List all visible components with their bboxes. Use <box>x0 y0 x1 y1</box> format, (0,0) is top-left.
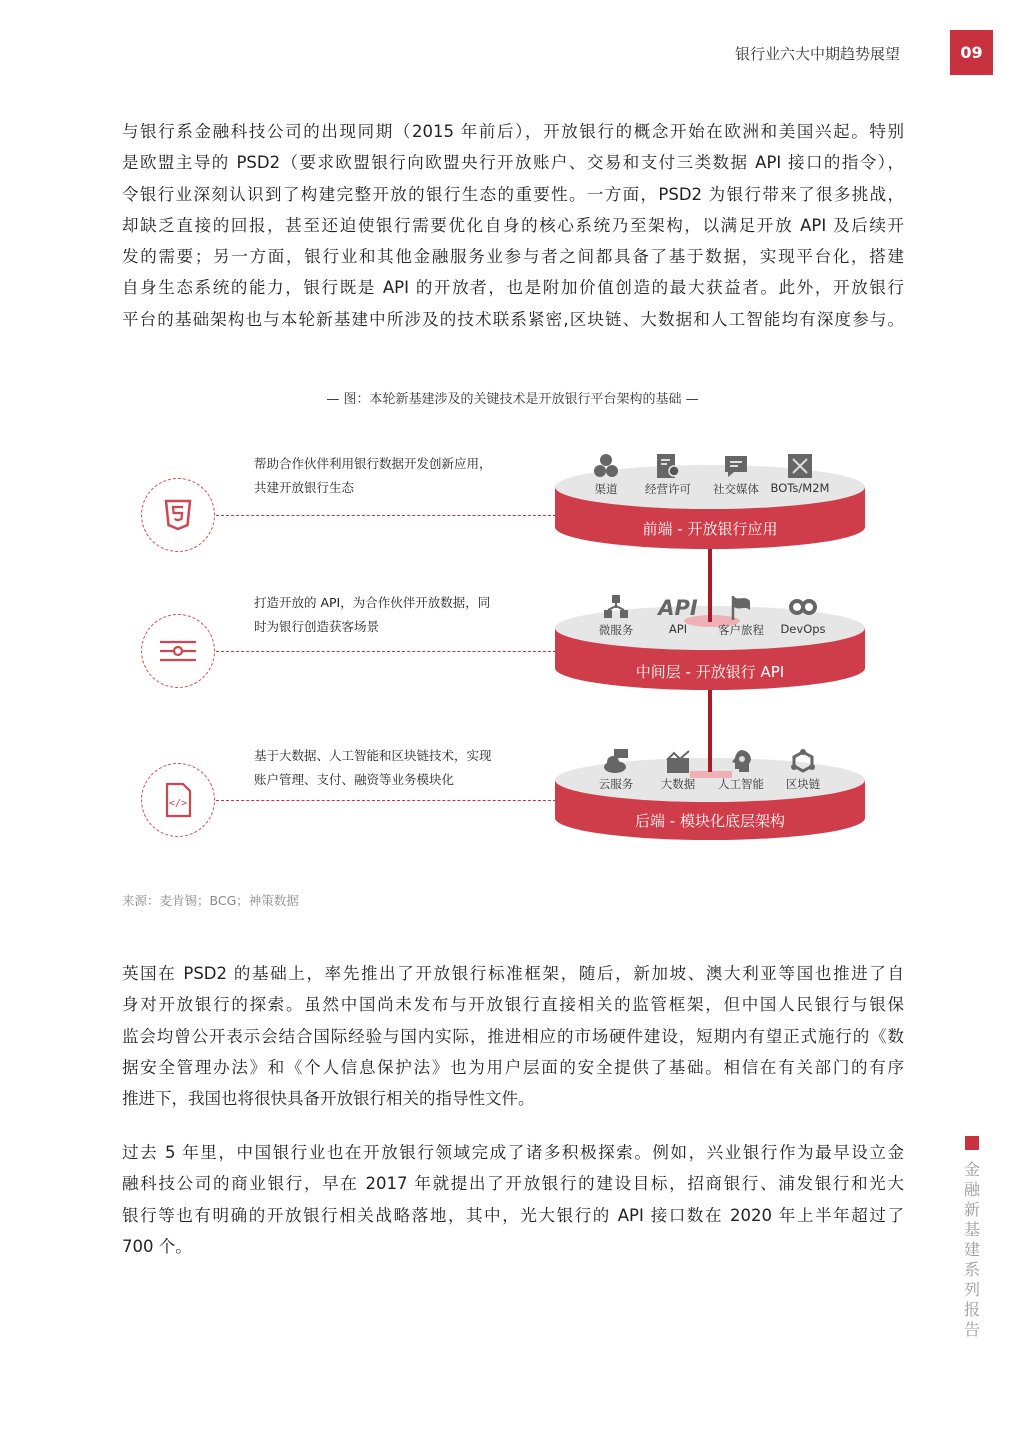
layer-label: 前端 - 开放银行应用 <box>642 520 778 538</box>
flag-icon <box>727 594 755 620</box>
connector-dash <box>216 515 556 516</box>
item-bots: BOTs/M2M <box>760 453 840 495</box>
layer-label: 后端 - 模块化底层架构 <box>635 812 785 830</box>
layer-description: 打造开放的 API，为合作伙伴开放数据，同 时为银行创造获客场景 <box>254 595 491 634</box>
item-social-media: 社交媒体 <box>696 453 776 497</box>
text-line: 推进下，我国也将很快具备开放银行相关的指导性文件。 <box>122 1089 535 1109</box>
item-license: 经营许可 <box>628 453 708 497</box>
cloud-server-icon <box>602 748 630 774</box>
text-line: 发的需要；另一方面，银行业和其他金融服务业参与者之间都具备了基于数据，实现平台化，搭建 <box>122 247 904 267</box>
item-big-data: 大数据 <box>638 748 718 792</box>
api-connector-icon <box>156 633 200 669</box>
certificate-icon <box>654 453 682 479</box>
text-line: 700 个。 <box>122 1236 192 1256</box>
figure-caption: — 图：本轮新基建涉及的关键技术是开放银行平台架构的基础 — <box>326 392 699 407</box>
connector-dash <box>216 800 556 801</box>
brain-head-icon <box>727 748 755 774</box>
text-line: 监会均曾公开表示会结合国际经验与国内实际，推进相应的市场硬件建设，短期内有望正式施行的《数 <box>122 1026 904 1046</box>
text-line: 据安全管理办法》和《个人信息保护法》也为用户层面的安全提供了基础。相信在有关部门的有序 <box>122 1057 904 1077</box>
code-file-icon <box>160 781 196 819</box>
svg-text:</>: </> <box>168 798 188 809</box>
layer-label: 中间层 - 开放银行 API <box>635 663 785 681</box>
html5-icon-circle <box>141 478 215 552</box>
item-customer-journey: 客户旅程 <box>701 594 781 638</box>
paragraph-2 <box>122 958 904 1114</box>
item-ai: 人工智能 <box>701 748 781 792</box>
item-devops: DevOps <box>763 594 843 636</box>
network-icon <box>786 453 814 479</box>
paragraph-3 <box>122 1137 904 1262</box>
text-line: 银行等也有明确的开放银行相关战略落地，其中，光大银行的 API 接口数在 2020 年上半年超过了 <box>122 1205 904 1225</box>
page-number: 09 <box>950 30 993 75</box>
item-cloud: 云服务 <box>576 748 656 792</box>
text-line: 是欧盟主导的 PSD2（要求欧盟银行向欧盟央行开放账户、交易和支付三类数据 API 接口的指令）， <box>122 153 904 173</box>
infinity-icon <box>788 594 818 620</box>
microservice-icon <box>602 594 630 620</box>
text-line: 过去 5 年里，中国银行业也在开放银行领域完成了诸多积极探索。例如，兴业银行作为最早设立金 <box>122 1143 904 1162</box>
series-label: 金融新基建系列报告 <box>963 1160 980 1339</box>
connector-dash <box>216 651 556 652</box>
api-glyph-icon: API <box>658 596 698 620</box>
header-title: 银行业六大中期趋势展望 <box>734 45 900 63</box>
chat-icon <box>722 453 750 479</box>
text-line: 令银行业深刻认识到了构建完整开放的银行生态的重要性。一方面，PSD2 为银行带来了很多挑战， <box>122 184 904 204</box>
figure-source: 来源：麦肯锡；BCG；神策数据 <box>122 893 299 908</box>
text-line: 融科技公司的商业银行，早在 2017 年就提出了开放银行的建设目标，招商银行、浦发银行和光大 <box>122 1174 904 1194</box>
chart-icon <box>664 748 692 774</box>
layer-description: 帮助合作伙伴利用银行数据开发创新应用， 共建开放银行生态 <box>254 456 492 495</box>
api-icon-circle <box>141 614 215 688</box>
text-line: 平台的基础架构也与本轮新基建中所涉及的技术联系紧密,区块链、大数据和人工智能均有深度参与。 <box>122 309 904 329</box>
text-line: 英国在 PSD2 的基础上，率先推出了开放银行标准框架，随后，新加坡、澳大利亚等国也推进了自 <box>122 964 904 983</box>
item-api: API API <box>638 594 718 636</box>
text-line: 自身生态系统的能力，银行既是 API 的开放者，也是附加价值创造的最大获益者。此外，开放银行 <box>122 278 904 298</box>
hexagons-icon <box>592 453 620 479</box>
item-blockchain: 区块链 <box>763 748 843 792</box>
text-line: 却缺乏直接的回报，甚至还迫使银行需要优化自身的核心系统乃至架构，以满足开放 API 及后续开 <box>122 215 904 235</box>
side-marker <box>965 1136 979 1150</box>
text-line: 与银行系金融科技公司的出现同期（2015 年前后），开放银行的概念开始在欧洲和美国兴起。特别 <box>122 122 904 141</box>
item-microservice: 微服务 <box>576 594 656 638</box>
blockchain-icon <box>789 748 817 774</box>
text-line: 身对开放银行的探索。虽然中国尚未发布与开放银行直接相关的监管框架，但中国人民银行与银保 <box>122 995 904 1015</box>
item-channel: 渠道 <box>566 453 646 497</box>
layer-description: 基于大数据、人工智能和区块链技术，实现 账户管理、支付、融资等业务模块化 <box>254 748 492 787</box>
code-icon-circle <box>141 763 215 837</box>
html5-icon <box>160 497 196 533</box>
